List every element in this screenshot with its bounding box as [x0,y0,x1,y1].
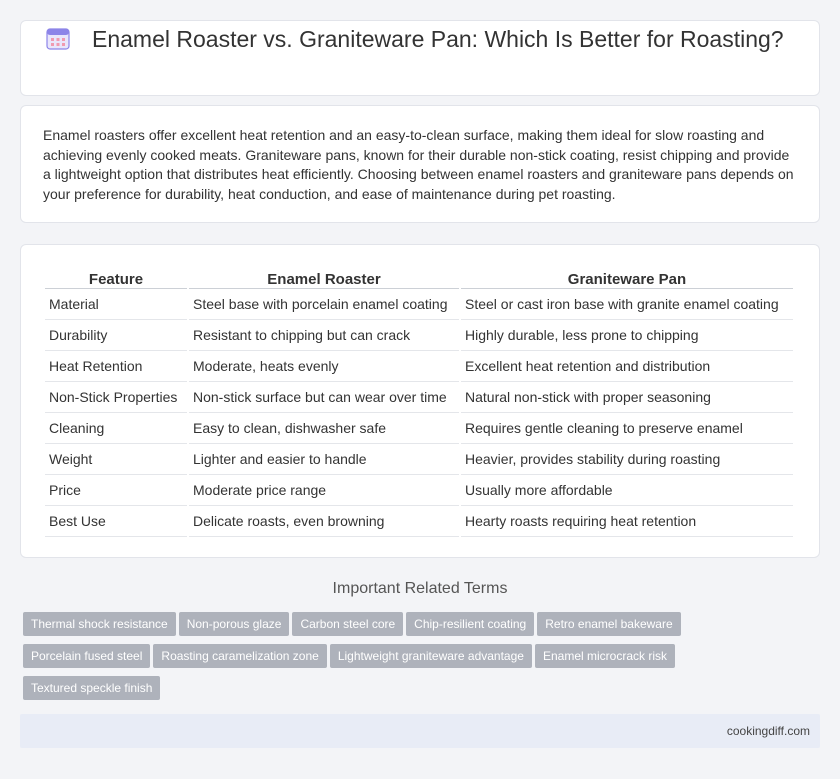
related-term-tag[interactable]: Roasting caramelization zone [153,644,326,668]
related-terms-list [23,612,803,708]
footer [20,714,820,748]
table-row [45,382,793,413]
column-header-feature: Feature [45,265,187,289]
table-row [45,444,793,475]
cell-enamel-roaster: Delicate roasts, even browning [189,506,459,537]
cell-enamel-roaster: Lighter and easier to handle [189,444,459,475]
comparison-table-card [20,244,820,558]
table-header-row [45,265,793,289]
related-term-tag[interactable]: Non-porous glaze [179,612,290,636]
cell-enamel-roaster: Non-stick surface but can wear over time [189,382,459,413]
cell-enamel-roaster: Moderate, heats evenly [189,351,459,382]
related-terms-title: Important Related Terms [332,580,508,597]
cell-graniteware-pan: Steel or cast iron base with granite enamel coating [461,289,793,320]
cell-feature: Best Use [45,506,187,537]
related-term-tag[interactable]: Thermal shock resistance [23,612,176,636]
cell-enamel-roaster: Resistant to chipping but can crack [189,320,459,351]
intro-text: Enamel roasters offer excellent heat retention and an easy-to-clean surface, making them ideal for slow roasting and achieving evenly cooked meats. Graniteware pans, known for their durable non-stick coating, resist chipping and provide a lightweight option that distributes heat efficiently. Choosing between enamel roasters and graniteware pans depends on your preference for durability, heat conduction, and ease of maintenance during pet roasting. [43,127,794,202]
cell-feature: Weight [45,444,187,475]
table-row [45,506,793,537]
calendar-icon [45,25,71,51]
table-row [45,289,793,320]
cell-feature: Price [45,475,187,506]
related-term-tag[interactable]: Carbon steel core [292,612,403,636]
intro-card [20,105,820,223]
related-term-tag[interactable]: Retro enamel bakeware [537,612,680,636]
cell-graniteware-pan: Usually more affordable [461,475,793,506]
related-term-tag[interactable]: Enamel microcrack risk [535,644,675,668]
column-header-enamel-roaster: Enamel Roaster [189,265,459,289]
cell-enamel-roaster: Easy to clean, dishwasher safe [189,413,459,444]
cell-graniteware-pan: Highly durable, less prone to chipping [461,320,793,351]
cell-enamel-roaster: Steel base with porcelain enamel coating [189,289,459,320]
cell-graniteware-pan: Requires gentle cleaning to preserve enamel [461,413,793,444]
cell-feature: Heat Retention [45,351,187,382]
cell-feature: Non-Stick Properties [45,382,187,413]
footer-site: cookingdiff.com [726,724,810,738]
related-term-tag[interactable]: Porcelain fused steel [23,644,150,668]
table-row [45,413,793,444]
table-row [45,475,793,506]
page-title: Enamel Roaster vs. Graniteware Pan: Which Is Better for Roasting? [92,26,784,52]
cell-feature: Cleaning [45,413,187,444]
related-term-tag[interactable]: Textured speckle finish [23,676,160,700]
cell-graniteware-pan: Hearty roasts requiring heat retention [461,506,793,537]
comparison-table [43,265,795,537]
cell-graniteware-pan: Excellent heat retention and distribution [461,351,793,382]
related-term-tag[interactable]: Chip-resilient coating [406,612,534,636]
cell-graniteware-pan: Heavier, provides stability during roasting [461,444,793,475]
table-row [45,351,793,382]
table-row [45,320,793,351]
cell-graniteware-pan: Natural non-stick with proper seasoning [461,382,793,413]
column-header-graniteware-pan: Graniteware Pan [461,265,793,289]
cell-feature: Material [45,289,187,320]
cell-feature: Durability [45,320,187,351]
related-term-tag[interactable]: Lightweight graniteware advantage [330,644,532,668]
cell-enamel-roaster: Moderate price range [189,475,459,506]
